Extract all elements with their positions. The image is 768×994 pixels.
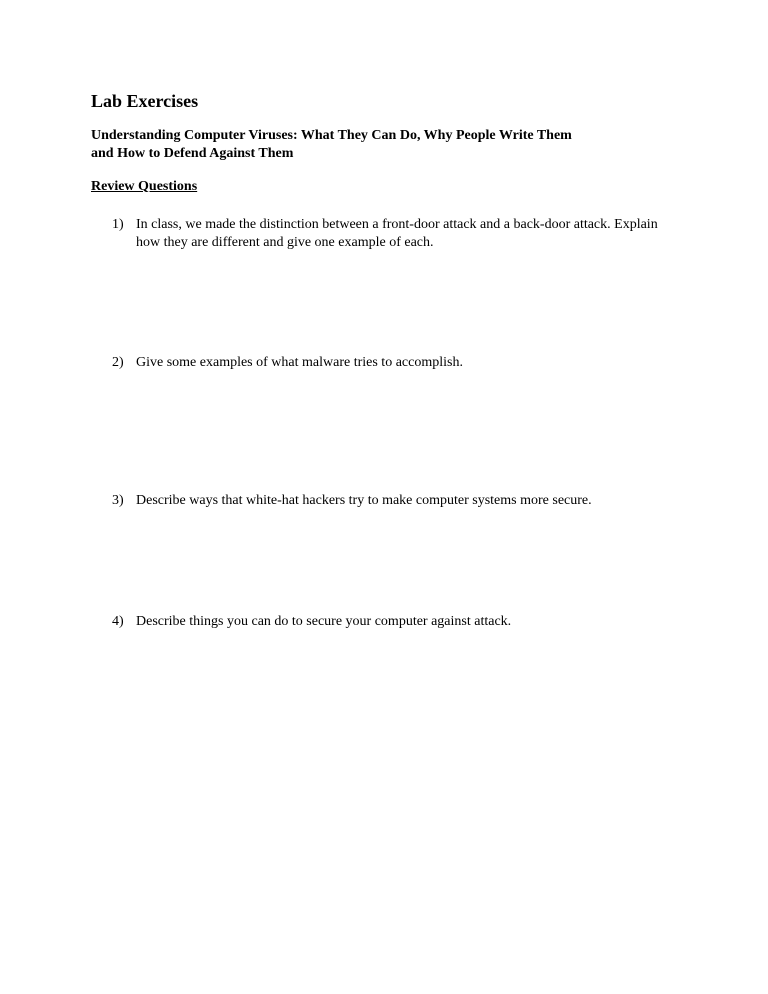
question-number: 2) [112,355,124,370]
question-text: In class, we made the distinction between a front-door attack and a back-door attack. Explain how they are different and give one example of each. [136,217,658,250]
page-title: Lab Exercises [91,91,199,111]
question-3 [112,492,672,510]
question-number: 3) [112,493,124,508]
question-4 [112,613,672,631]
subtitle-line-1: Understanding Computer Viruses: What They Can Do, Why People Write Them [91,128,572,143]
question-number: 1) [112,217,124,232]
subtitle-line-2: and How to Defend Against Them [91,146,294,161]
question-text: Describe things you can do to secure your computer against attack. [136,614,512,629]
question-number: 4) [112,614,124,629]
question-2 [112,354,672,372]
question-1 [112,216,672,252]
document-subtitle [91,127,691,163]
section-heading: Review Questions [91,179,198,194]
question-text: Give some examples of what malware tries to accomplish. [136,355,463,370]
question-text: Describe ways that white-hat hackers try to make computer systems more secure. [136,493,592,508]
